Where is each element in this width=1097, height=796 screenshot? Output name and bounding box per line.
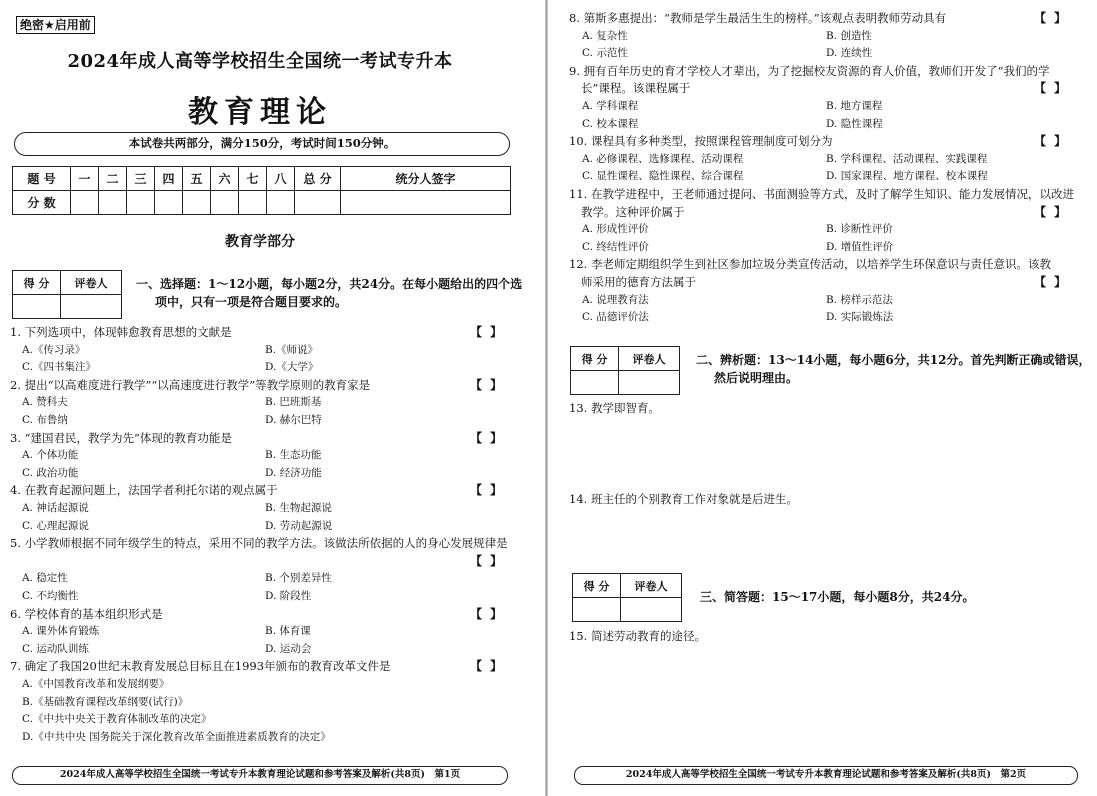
exam-title: 2024年成人高等学校招生全国统一考试专升本 <box>67 51 453 72</box>
question-12-option-C: C. 品德评价法 <box>582 311 649 324</box>
score-cell[interactable] <box>267 191 295 215</box>
exam-page-1 <box>0 0 545 796</box>
question-6-option-A: A. 课外体育锻炼 <box>22 625 100 638</box>
question-10-option-B: B. 学科课程、活动课程、实践课程 <box>826 152 988 165</box>
question-2-option-B: B. 巴班斯基 <box>265 396 322 409</box>
question-4-option-A: A. 神话起源说 <box>22 502 89 514</box>
question-8-option-B: B. 创造性 <box>826 29 872 42</box>
footer-page-2: 2024年成人高等学校招生全国统一考试专升本教育理论试题和参考答案及解析(共8页) 第2页 <box>574 766 1078 785</box>
answer-bracket[interactable]: 【 】 <box>470 553 505 568</box>
question-14: 14. 班主任的个别教育工作对象就是后进生。 <box>569 492 798 506</box>
score-cell[interactable] <box>183 191 211 215</box>
question-11-option-D: D. 增值性评价 <box>826 240 894 253</box>
confidential-label: 绝密★启用前 <box>16 16 95 34</box>
score-cell[interactable] <box>295 191 341 215</box>
answer-bracket[interactable]: 【 】 <box>1034 204 1069 219</box>
grader-box-part2 <box>570 346 680 395</box>
answer-bracket[interactable]: 【 】 <box>470 483 505 498</box>
question-4-option-C: C. 心理起源说 <box>22 519 89 532</box>
score-table-col-signature: 统分人签字 <box>341 167 511 191</box>
question-9-option-B: B. 地方课程 <box>826 100 883 112</box>
score-table-col-7: 七 <box>239 167 267 191</box>
question-5-option-C: C. 不均衡性 <box>22 590 79 602</box>
score-table-col-5: 五 <box>183 167 211 191</box>
question-12-stem: 师采用的德育方法属于 <box>581 275 696 289</box>
question-11-stem: 教学。这种评价属于 <box>581 204 685 219</box>
grader-sign-cell[interactable] <box>619 371 680 395</box>
part3-instruction: 三、简答题：15～17小题，每小题8分，共24分。 <box>700 590 975 604</box>
question-7-stem: 7. 确定了我国20世纪末教育发展总目标且在1993年颁布的教育改革文件是 <box>10 659 391 674</box>
exam-page-2 <box>548 0 1097 796</box>
answer-bracket[interactable]: 【 】 <box>1034 275 1069 289</box>
grader-sign-cell[interactable] <box>61 295 122 319</box>
question-12-stem: 12. 李老师定期组织学生到社区参加垃圾分类宣传活动，以培养学生环保意识与责任意识。该教 <box>569 257 1051 272</box>
question-1-option-D: D.《大学》 <box>265 361 319 374</box>
question-11-stem: 11. 在教学进程中，王老师通过提问、书面测验等方式，及时了解学生知识、能力发展情况，以改进 <box>569 187 1074 201</box>
score-table-col-4: 四 <box>155 167 183 191</box>
part1-instruction-line1: 一、选择题：1～12小题，每小题2分，共24分。在每小题给出的四个选 <box>136 277 523 291</box>
part2-instruction-line2: 然后说明理由。 <box>714 371 799 385</box>
question-2-option-A: A. 赞科夫 <box>22 396 68 409</box>
question-3-option-D: D. 经济功能 <box>265 466 322 479</box>
answer-bracket[interactable]: 【 】 <box>470 325 505 339</box>
score-cell[interactable] <box>239 191 267 215</box>
answer-bracket[interactable]: 【 】 <box>470 430 505 445</box>
question-6-option-B: B. 体育课 <box>265 625 311 638</box>
footer-page-1: 2024年成人高等学校招生全国统一考试专升本教育理论试题和参考答案及解析(共8页) 第1页 <box>12 766 508 785</box>
question-3-stem: 3. “建国君民，教学为先”体现的教育功能是 <box>10 430 232 445</box>
question-12-option-A: A. 说理教育法 <box>582 293 649 306</box>
question-5-option-A: A. 稳定性 <box>22 572 68 585</box>
question-1-option-C: C.《四书集注》 <box>22 361 96 374</box>
question-9-option-D: D. 隐性课程 <box>826 117 883 130</box>
answer-bracket[interactable]: 【 】 <box>470 659 505 674</box>
section-title: 教育学部分 <box>225 234 295 250</box>
subject-title: 教育理论 <box>188 95 332 130</box>
grader-box-grader-label: 评卷人 <box>61 271 122 295</box>
question-10-stem: 10. 课程具有多种类型，按照课程管理制度可划分为 <box>569 134 833 149</box>
score-table-col-6: 六 <box>211 167 239 191</box>
score-table-col-total: 总 分 <box>295 167 341 191</box>
answer-bracket[interactable]: 【 】 <box>470 606 505 621</box>
question-3-option-C: C. 政治功能 <box>22 466 79 479</box>
question-11-option-A: A. 形成性评价 <box>582 223 649 236</box>
answer-bracket[interactable]: 【 】 <box>1034 11 1069 25</box>
grader-sign-cell[interactable] <box>621 598 682 622</box>
score-table-col-8: 八 <box>267 167 295 191</box>
answer-bracket[interactable]: 【 】 <box>1034 134 1069 149</box>
question-3-option-A: A. 个体功能 <box>22 449 79 462</box>
question-10-option-C: C. 显性课程、隐性课程、综合课程 <box>582 170 744 183</box>
question-12-option-D: D. 实际锻炼法 <box>826 311 894 324</box>
question-11-option-C: C. 终结性评价 <box>582 240 649 253</box>
exam-notice: 本试卷共两部分，满分150分，考试时间150分钟。 <box>14 132 510 156</box>
score-cell[interactable] <box>71 191 99 215</box>
question-6-option-C: C. 运动队训练 <box>22 642 89 655</box>
question-8-option-C: C. 示范性 <box>582 47 628 60</box>
question-10-option-D: D. 国家课程、地方课程、校本课程 <box>826 170 988 183</box>
score-table-col-2: 二 <box>99 167 127 191</box>
question-9-option-C: C. 校本课程 <box>582 117 639 130</box>
question-8-option-A: A. 复杂性 <box>582 29 628 42</box>
score-table-col-3: 三 <box>127 167 155 191</box>
question-13: 13. 教学即智育。 <box>569 401 660 415</box>
question-5-option-D: D. 阶段性 <box>265 590 312 602</box>
question-9-stem: 长”课程。该课程属于 <box>581 81 691 96</box>
grader-score-cell[interactable] <box>13 295 61 319</box>
question-1-stem: 1. 下列选项中，体现韩愈教育思想的文献是 <box>10 325 232 339</box>
question-4-stem: 4. 在教育起源问题上，法国学者利托尔诺的观点属于 <box>10 483 278 498</box>
score-table-header-label: 题 号 <box>13 167 71 191</box>
grader-box-score-label: 得 分 <box>573 574 621 598</box>
question-6-option-D: D. 运动会 <box>265 642 312 655</box>
question-8-stem: 8. 第斯多惠提出：“教师是学生最活生生的榜样。”该观点表明教师劳动具有 <box>569 11 947 25</box>
question-2-option-C: C. 布鲁纳 <box>22 414 68 426</box>
answer-bracket[interactable]: 【 】 <box>470 377 505 392</box>
question-11-option-B: B. 诊断性评价 <box>826 223 893 236</box>
question-12-option-B: B. 榜样示范法 <box>826 293 893 306</box>
score-cell[interactable] <box>155 191 183 215</box>
question-5-stem: 5. 小学教师根据不同年级学生的特点，采用不同的教学方法。该做法所依据的人的身心发展规律是 <box>10 536 508 551</box>
question-15: 15. 简述劳动教育的途径。 <box>569 629 706 643</box>
question-7-option-C: C.《中共中央关于教育体制改革的决定》 <box>22 713 212 726</box>
signature-cell[interactable] <box>341 191 511 215</box>
question-7-option-A: A.《中国教育改革和发展纲要》 <box>22 678 170 690</box>
question-6-stem: 6. 学校体育的基本组织形式是 <box>10 606 163 621</box>
score-cell[interactable] <box>99 191 127 215</box>
score-table <box>12 166 511 215</box>
answer-bracket[interactable]: 【 】 <box>1034 81 1069 96</box>
grader-box-grader-label: 评卷人 <box>619 347 680 371</box>
question-2-option-D: D. 赫尔巴特 <box>265 414 322 426</box>
part1-instruction-line2: 项中，只有一项是符合题目要求的。 <box>155 295 348 309</box>
question-10-option-A: A. 必修课程、选修课程、活动课程 <box>582 152 744 165</box>
grader-box-score-label: 得 分 <box>571 347 619 371</box>
question-7-option-D: D.《中共中央 国务院关于深化教育改革全面推进素质教育的决定》 <box>22 730 331 743</box>
question-4-option-B: B. 生物起源说 <box>265 502 332 514</box>
part2-instruction-line1: 二、辨析题：13～14小题，每小题6分，共12分。首先判断正确或错误， <box>696 353 1091 367</box>
question-4-option-D: D. 劳动起源说 <box>265 519 333 532</box>
question-2-stem: 2. 提出“以高难度进行教学”“以高速度进行教学”等教学原则的教育家是 <box>10 377 371 392</box>
grader-box-score-label: 得 分 <box>13 271 61 295</box>
question-1-option-B: B.《师说》 <box>265 343 319 356</box>
grader-box-part1 <box>12 270 122 319</box>
question-7-option-B: B.《基础教育课程改革纲要(试行)》 <box>22 695 189 708</box>
question-9-stem: 9. 拥有百年历史的育才学校人才辈出，为了挖掘校友资源的育人价值，教师们开发了“我们的学 <box>569 63 1050 78</box>
score-table-col-1: 一 <box>71 167 99 191</box>
grader-box-grader-label: 评卷人 <box>621 574 682 598</box>
score-cell[interactable] <box>127 191 155 215</box>
question-5-option-B: B. 个别差异性 <box>265 572 332 585</box>
score-cell[interactable] <box>211 191 239 215</box>
question-8-option-D: D. 连续性 <box>826 47 873 60</box>
grader-score-cell[interactable] <box>571 371 619 395</box>
question-9-option-A: A. 学科课程 <box>582 100 639 112</box>
question-1-option-A: A.《传习录》 <box>22 343 86 356</box>
question-3-option-B: B. 生态功能 <box>265 449 322 462</box>
grader-box-part3 <box>572 573 682 622</box>
score-table-row-label: 分 数 <box>13 191 71 215</box>
grader-score-cell[interactable] <box>573 598 621 622</box>
